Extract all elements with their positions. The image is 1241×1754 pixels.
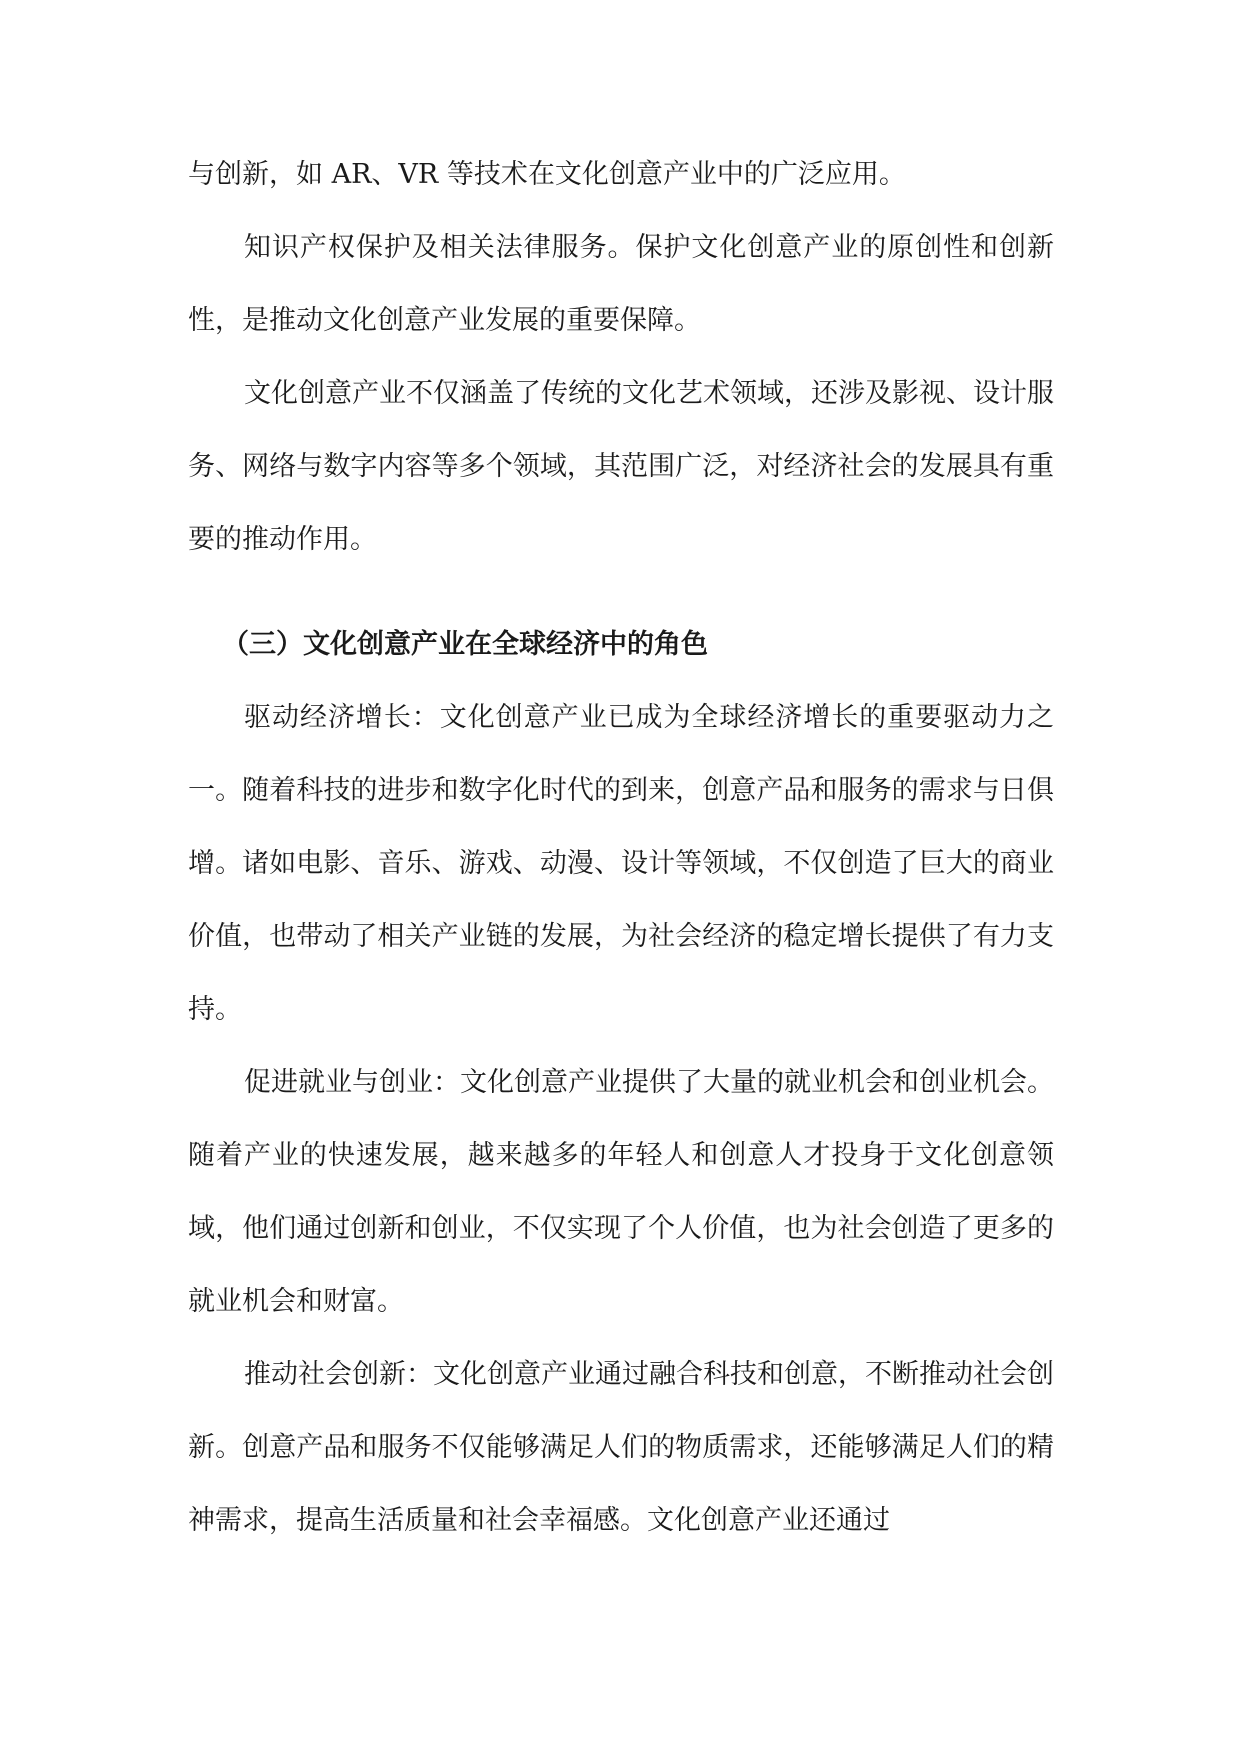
paragraph-economic-growth: 驱动经济增长：文化创意产业已成为全球经济增长的重要驱动力之一。随着科技的进步和数字化时代的到来，创意产品和服务的需求与日俱增。诸如电影、音乐、游戏、动漫、设计等领域，不仅创造了巨大的商业价值，也带动了相关产业链的发展，为社会经济的稳定增长提供了有力支持。 — [188, 702, 1054, 1025]
document-body — [188, 138, 1054, 1557]
paragraph-social-innovation: 推动社会创新：文化创意产业通过融合科技和创意，不断推动社会创新。创意产品和服务不仅能够满足人们的物质需求，还能够满足人们的精神需求，提高生活质量和社会幸福感。文化创意产业还通过 — [188, 1359, 1054, 1536]
paragraph-ip-protection: 知识产权保护及相关法律服务。保护文化创意产业的原创性和创新性，是推动文化创意产业发展的重要保障。 — [188, 232, 1054, 336]
section-heading: （三）文化创意产业在全球经济中的角色 — [222, 629, 708, 660]
paragraph-continuation: 与创新，如 AR、VR 等技术在文化创意产业中的广泛应用。 — [188, 159, 906, 190]
paragraph-industry-scope: 文化创意产业不仅涵盖了传统的文化艺术领域，还涉及影视、设计服务、网络与数字内容等多个领域，其范围广泛，对经济社会的发展具有重要的推动作用。 — [188, 378, 1054, 555]
paragraph-employment: 促进就业与创业：文化创意产业提供了大量的就业机会和创业机会。随着产业的快速发展，越来越多的年轻人和创意人才投身于文化创意领域，他们通过创新和创业，不仅实现了个人价值，也为社会创造了更多的就业机会和财富。 — [188, 1067, 1054, 1317]
